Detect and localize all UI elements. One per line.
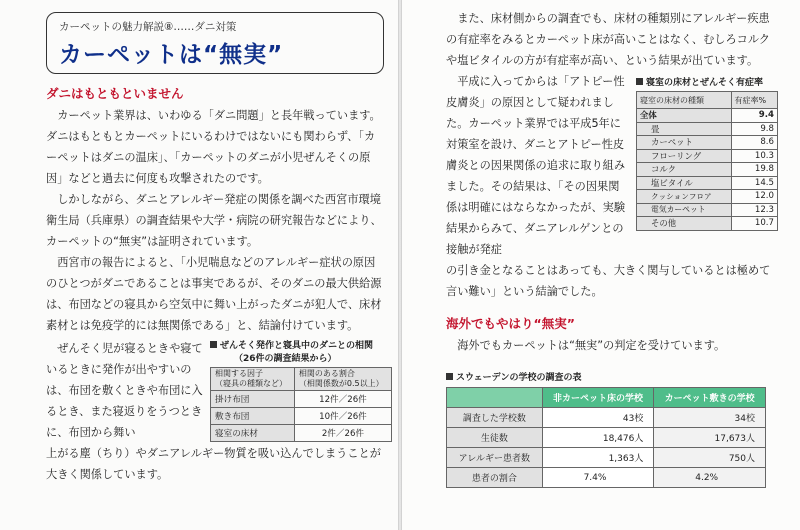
table-row: 生徒数 18,476人 17,673人 (447, 428, 766, 448)
right-page (402, 0, 800, 530)
table-row: アレルギー患者数 1,363人 750人 (447, 448, 766, 468)
paragraph-3: 西宮市の報告によると、「小児喘息などのアレルギー症状の原因のひとつがダニであることは事実であるが、そのダニの最大供給源は、布団などの寝具から空気中に舞い上がったダニが犯人で、床材素材とは免疫学的には無関係である」と、結論付けています。 (46, 256, 382, 332)
paragraph-4-tail: 上がる塵（ちり）やダニアレルギー物質を吸い込んでしまうことが大きく関係しています。 (46, 447, 381, 481)
mite-table (210, 367, 392, 442)
paragraph-6-tail: の引き金となることはあっても、大きく関与しているとは極めて言い難い」という結論でした。 (446, 264, 771, 298)
table-row (211, 425, 392, 442)
table-row: カーペット 8.6 (637, 136, 778, 150)
left-page (0, 0, 398, 530)
floor-table (636, 91, 778, 231)
table-row: クッションフロア 12.0 (637, 190, 778, 204)
bullet-square-icon (446, 373, 453, 380)
sweden-table-title: スウェーデンの学校の調査の表 (446, 370, 774, 383)
table-row (211, 391, 392, 408)
row-value: 2件／26件 (294, 425, 391, 442)
section-heading-overseas: 海外でもやはり“無実” (446, 316, 575, 331)
paragraph-6: 平成に入ってからは「アトピー性皮膚炎」の原因として疑われました。カーペット業界では平成5年に対策室を設け、ダニとアトピー性皮膚炎との因果関係の追求に取り組みました。その結果は、「その因果関係は明確にはならなかったが、実験結果からみて、ダニアレルゲンとの接触が発症 (446, 75, 626, 256)
bullet-square-icon (636, 78, 643, 85)
paragraph-1: カーペット業界は、いわゆる「ダニ問題」と長年戦っています。ダニはもともとカーペットにいるわけではないにも関わらず、「カーペットはダニの温床」、「カーペットのダニが小児ぜんそくの原因」などと過去に何度も攻撃されたのです。 (46, 109, 381, 185)
paragraph-5: また、床材側からの調査でも、床材の種類別にアレルギー疾患の有症率をみるとカーペット床が高いことはなく、むしろコルクや塩ビタイルの方が有症率が高い、という結果が出ています。 (446, 12, 770, 67)
mite-table-title: ぜんそく発作と寝具中のダニとの相関 （26件の調査結果から） (210, 338, 398, 364)
wrapped-block-right (446, 71, 774, 260)
table-row: 調査した学校数 43校 34校 (447, 408, 766, 428)
col-non-carpet: 非カーペット床の学校 (542, 388, 654, 408)
row-value: 10件／26件 (294, 408, 391, 425)
table-row: 畳 9.8 (637, 122, 778, 136)
mite-table-header: 相関する因子 （寝具の種類など） 相関のある割合 （相関係数が0.5以上） (211, 368, 392, 391)
mite-table-box (210, 338, 398, 442)
table-row: 患者の割合 7.4% 4.2% (447, 468, 766, 488)
main-title: カーペットは“無実” (59, 42, 284, 68)
table-row: 電気カーペット 12.3 (637, 203, 778, 217)
row-label: 寝室の床材 (211, 425, 295, 442)
paragraph-7: 海外でもカーペットは“無実”の判定を受けています。 (457, 339, 726, 352)
floor-table-title: 寝室の床材とぜんそく有症率 (636, 75, 784, 88)
table-row: コルク 19.8 (637, 163, 778, 177)
row-label: 掛け布団 (211, 391, 295, 408)
row-value: 12件／26件 (294, 391, 391, 408)
sweden-table-header (447, 388, 766, 408)
table-row: フローリング 10.3 (637, 149, 778, 163)
title-box (46, 12, 384, 74)
floor-table-box (636, 75, 784, 231)
paragraph-4: ぜんそく児が寝るときや寝ているときに発作が出やすいのは、布団を敷くときや布団に入るとき、また寝返りをうつときに、布団から舞い (46, 342, 203, 439)
col-carpet: カーペット敷きの学校 (654, 388, 766, 408)
wrapped-block (46, 338, 384, 443)
paragraph-2: しかしながら、ダニとアレルギー発症の関係を調べた西宮市環境衛生局（兵庫県）の調査結果や大学・病院の研究報告などにより、カーペットの“無実”は証明されています。 (46, 193, 382, 248)
section-heading-mites: ダニはもともといません (46, 86, 184, 101)
table-row: 塩ビタイル 14.5 (637, 176, 778, 190)
table-row: 全体 9.4 (637, 109, 778, 123)
table-row: その他 10.7 (637, 217, 778, 231)
floor-table-header: 寝室の床材の種類 有症率% (637, 92, 778, 109)
bullet-square-icon (210, 341, 217, 348)
series-label: カーペットの魅力解説⑧……ダニ対策 (59, 21, 237, 33)
sweden-table (446, 387, 766, 488)
row-label: 敷き布団 (211, 408, 295, 425)
table-row (211, 408, 392, 425)
